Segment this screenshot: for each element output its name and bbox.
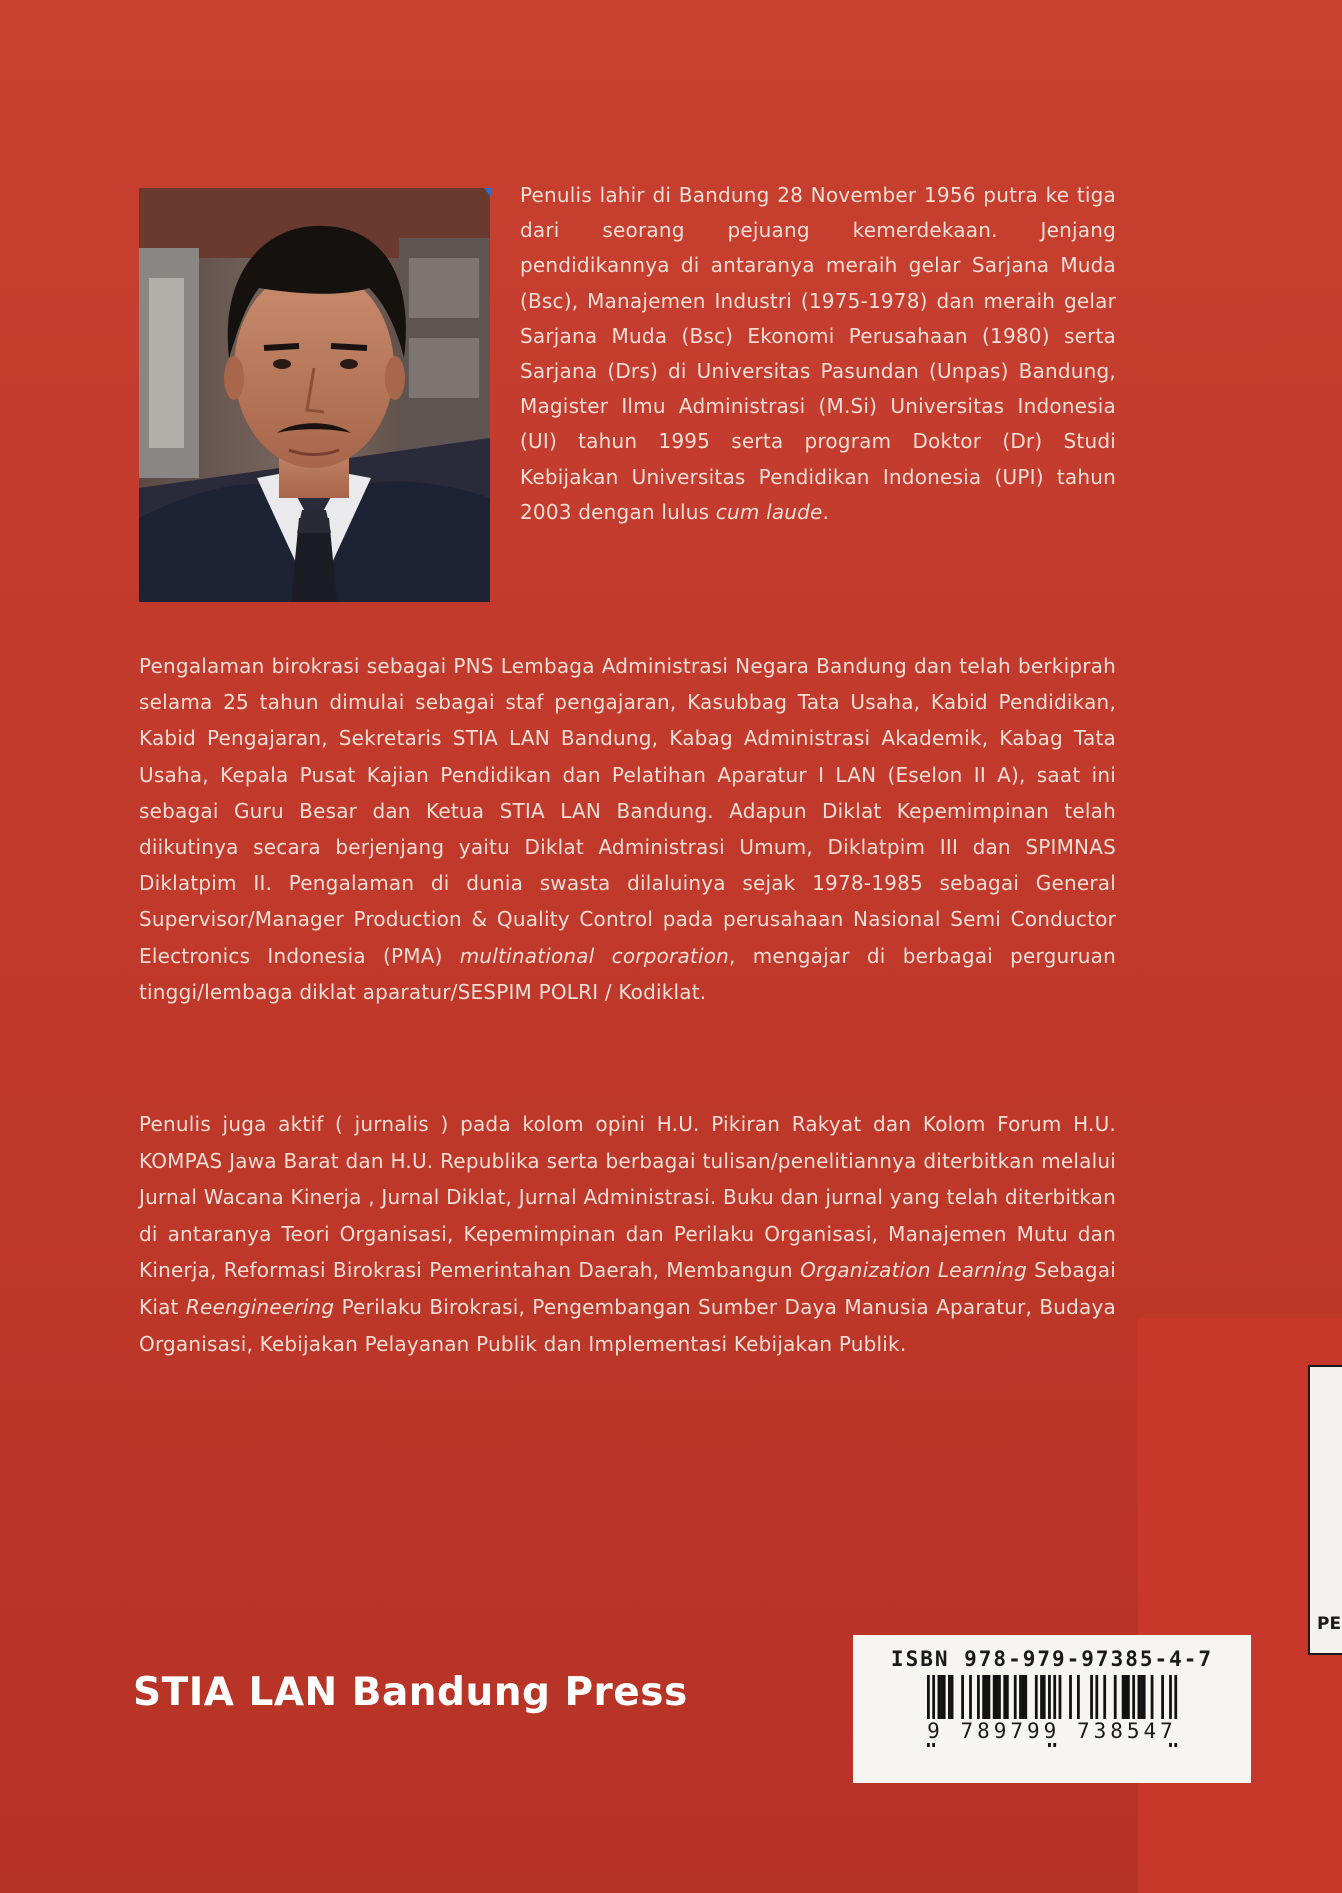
photo-corner-mark: [484, 188, 492, 198]
bio-writing-mid: Sebagai Kiat: [139, 1258, 1116, 1319]
bio-writing-italic-2: Reengineering: [185, 1294, 335, 1319]
isbn-barcode-label: [853, 1635, 1251, 1783]
isbn-number: ISBN 978-979-97385-4-7: [890, 1647, 1214, 1671]
bio-writing-italic-1: Organization Learning: [800, 1258, 1027, 1283]
bio-experience-lead: Pengalaman birokrasi sebagai PNS Lembaga Administrasi Negara Bandung dan telah berkiprah selama 25 tahun dimulai sebagai staf pengajaran, Kasubbag Tata Usaha, Kabid Pendidikan, Kabid Pengajaran, Sekretaris STIA LAN Bandung, Kabag Administrasi Akademik, Kabag Tata Usaha, Kepala Pusat Kajian Pendidikan dan Pelatihan Aparatur I LAN (Eselon II A), saat ini sebagai Guru Besar dan Ketua STIA LAN Bandung. Adapun Diklat Kepemimpinan telah diikutinya secara berjenjang yaitu Diklat Administrasi Umum, Diklatpim III dan SPIMNAS Diklatpim II. Pengalaman di dunia swasta dilaluinya sejak 1978-1985 sebagai General Supervisor/Manager Production & Quality Control pada perusahaan Nasional Semi Conductor Electronics Indonesia (PMA): [139, 654, 1116, 968]
author-portrait-icon: [139, 188, 490, 602]
barcode-digits-row: [875, 1719, 1229, 1743]
barcode-digits: 9 789799 738547: [923, 1719, 1181, 1743]
author-bio-experience: [139, 648, 1116, 1010]
bio-writing-lead: Penulis juga aktif ( jurnalis ) pada kolom opini H.U. Pikiran Rakyat dan Kolom Forum H.U. KOMPAS Jawa Barat dan H.U. Republika serta berbagai tulisan/penelitiannya diterbitkan melalui Jurnal Wacana Kinerja , Jurnal Diklat, Jurnal Administrasi. Buku dan jurnal yang telah diterbitkan di antaranya Teori Organisasi, Kepemimpinan dan Perilaku Organisasi, Manajemen Mutu dan Kinerja, Reformasi Birokrasi Pemerintahan Daerah, Membangun: [139, 1112, 1116, 1283]
author-photo: [139, 188, 490, 602]
publisher-name: STIA LAN Bandung Press: [133, 1670, 688, 1715]
author-bio-writing: [139, 1106, 1116, 1362]
bio-experience-italic: multinational corporation: [459, 943, 730, 968]
bio-intro-italic: cum laude: [715, 499, 823, 524]
bio-intro-lead: Penulis lahir di Bandung 28 November 1956 putra ke tiga dari seorang pejuang kemerdekaan. Jenjang pendidikannya di antaranya meraih gelar Sarjana Muda (Bsc), Manajemen Industri (1975-1978) dan meraih gelar Sarjana Muda (Bsc) Ekonomi Perusahaan (1980) serta Sarjana (Drs) di Universitas Pasundan (Unpas) Bandung, Magister Ilmu Administrasi (M.Si) Universitas Indonesia (UI) tahun 1995 serta program Doktor (Dr) Studi Kebijakan Universitas Pendidikan Indonesia (UPI) tahun 2003 dengan lulus: [520, 183, 1116, 524]
author-bio-intro: [520, 178, 1116, 530]
bio-writing-end: Perilaku Birokrasi, Pengembangan Sumber Daya Manusia Aparatur, Budaya Organisasi, Kebijakan Pelayanan Publik dan Implementasi Kebijakan Publik.: [139, 1294, 1117, 1356]
price-sticker: [1308, 1365, 1342, 1655]
bio-experience-end: , mengajar di berbagai perguruan tinggi/lembaga diklat aparatur/SESPIM POLRI / Kodiklat.: [139, 943, 1116, 1004]
bio-intro-end: .: [822, 499, 830, 524]
price-sticker-label: PE: [1317, 1614, 1342, 1634]
